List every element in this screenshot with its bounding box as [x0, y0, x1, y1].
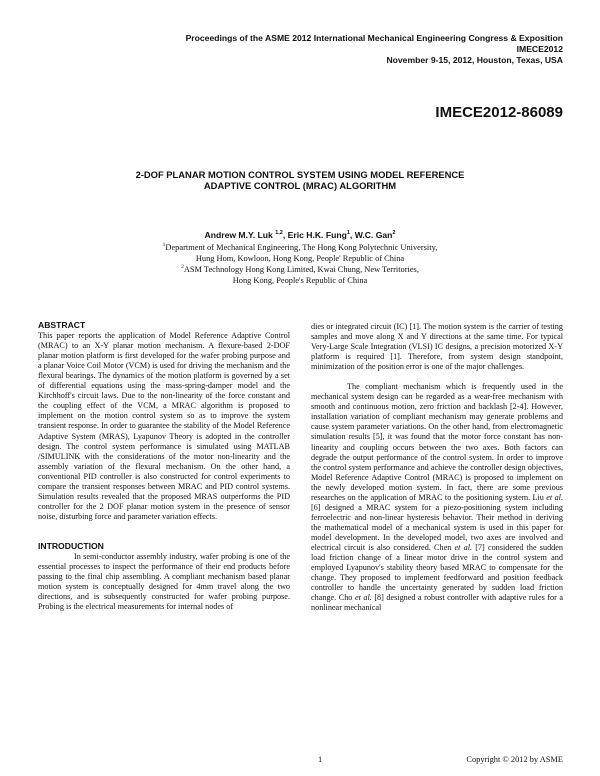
- conference-name: Proceedings of the ASME 2012 International Mechanical Engineering Congress & Exposition: [185, 33, 563, 43]
- affiliation-1-line-1: [60, 242, 540, 253]
- intro-p2-part-d: [8] designed a robust controller with adaptive rules for a nonlinear mechanical: [311, 593, 564, 613]
- copyright-notice: Copyright © 2012 by ASME: [466, 755, 563, 764]
- affiliation-1-marker: 1: [162, 242, 166, 249]
- paper-title: [60, 169, 540, 192]
- conference-code: IMECE2012: [516, 44, 563, 55]
- affiliation-2-marker: 2: [181, 264, 184, 271]
- author-2-affil: 1: [346, 230, 350, 237]
- intro-p2-part-a: The compliant mechanism which is frequently used in the mechanical system design can be regarded as a wear-free mechanism with smooth and continuous motion, zero friction and backlash [2-4]. However, installation variation of compliant mechanism may generate problems and cause system parameter variations. On the other hand, from electromagnetic simulation results [5], it was found that the motor force constant has non-linearity and coupling occurs between the two axes. Both factors can degrade the output performance of the control system. In order to improve the control system performance and achieve the controller design objectives, Model Reference Adaptive Control (MRAC) is proposed to implement on the newly developed motion system. In fact, there are some previous researches on the application of MRAC to the positioning system. Liu: [311, 382, 563, 502]
- left-column: [38, 320, 290, 612]
- right-column: [311, 322, 563, 613]
- author-1-affil: 1,2: [275, 230, 283, 237]
- author-3-affil: 2: [392, 230, 396, 237]
- intro-paragraph-1-continued: dies or integrated circuit (IC) [1]. The motion system is the carrier of testing samples and move along X and Y directions at the same time. For typical Very-Large Scale Integration (VLSI) IC designs, a precision motorized X-Y platform is required [1]. Therefore, from system design standpoint, minimization of the position error is one of the major challenges.: [311, 322, 563, 372]
- abstract-text: This paper reports the application of Model Reference Adaptive Control (MRAC) to an X-Y planar motion mechanism. A flexure-based 2-DOF planar motion platform is first developed for the wafer probing purpose and a planar Voice Coil Motor (VCM) is used for driving the mechanism and the flexural bearings. The dynamics of the motion platform is governed by a set of differential equations using the mass-spring-damper model and the Kirchhoff's circuit laws. Due to the non-linearity of the force constant and the coupling effect of the VCM, a MRAC algorithm is proposed to implement on the motion control system so as to improve the system transient response. In order to guarantee the stability of the Model Reference Adaptive System (MRAS), Lyapunov Theory is adopted in the controller design. The control system performance is simulated using MATLAB /SIMULINK with the considerations of the motor non-linearity and the assembly variation of the flexural mechanism. On the other hand, a conventional PID controller is also constructed for control experiments to compare the transient responses between MRAC and PID control systems. Simulation results revealed that the proposed MRAS outperforms the PID controller for the 2 DOF planar motion system in the presence of sensor noise, disturbing force and parameter variation effects.: [38, 331, 290, 521]
- abstract-heading: ABSTRACT: [38, 320, 86, 330]
- paper-id: IMECE2012-86089: [435, 104, 563, 121]
- affiliations: [60, 242, 540, 286]
- title-line-1: 2-DOF PLANAR MOTION CONTROL SYSTEM USING MODEL REFERENCE: [135, 169, 465, 180]
- introduction-heading: INTRODUCTION: [38, 540, 104, 551]
- affiliation-2-text: ASM Technology Hong Kong Limited, Kwai Chung, New Territories,: [183, 265, 419, 274]
- et-al-1: et al.: [546, 492, 563, 502]
- author-1: Andrew M.Y. Luk: [204, 230, 273, 240]
- author-list: Andrew M.Y. Luk $^{1,2}$, Eric H.K. Fung$^1$, W.C. Gan$^2$: [204, 230, 396, 240]
- intro-p2-part-b: [6] designed a MRAC system for a piezo-positioning system including ferroelectric and non-linear hysteresis behavior. Their method in deriving the mathematical model of a mechanical system is used in this paper for model development. In the developed model, two axes are involved and electrical circuit is also considered. Chen: [311, 502, 563, 552]
- affiliation-2-line-2: Hong Kong, People's Republic of China: [232, 276, 368, 285]
- affiliation-2-line-1: [60, 264, 540, 275]
- author-2: Eric H.K. Fung: [287, 230, 347, 240]
- title-line-2: ADAPTIVE CONTROL (MRAC) ALGORITHM: [203, 180, 397, 192]
- page-number: 1: [318, 755, 323, 764]
- intro-paragraph-2: [311, 382, 563, 613]
- et-al-3: et al.: [354, 593, 372, 603]
- author-3: W.C. Gan: [354, 230, 393, 240]
- proceedings-header: [123, 33, 563, 67]
- et-al-2: et al.: [454, 542, 473, 552]
- intro-p2-part-c: [7] considered the sudden load friction change of a linear motor drive in the control system and employed Lyapunov's stability theory based MRAC to compensate for the change. They proposed to implement feedforward and position feedback controller to handle the uncertainty generated by sudden load friction change. Cho: [311, 542, 563, 603]
- intro-paragraph-1: In semi-conductor assembly industry, wafer probing is one of the essential processes to inspect the performance of their end products before passing to the final chip assembling. A compliant mechanism based planar motion system is conceptually designed for 4mm travel along the two directions, and is subsequently constructed for wafer probing purpose. Probing is the electrical measurements for internal nodes of: [38, 551, 290, 612]
- affiliation-1-text: Department of Mechanical Engineering, The Hong Kong Polytechnic University,: [165, 243, 438, 252]
- affiliation-1-line-2: Hung Hom, Kowloon, Hong Kong, People' Republic of China: [195, 254, 405, 263]
- conference-dates: November 9-15, 2012, Houston, Texas, USA: [386, 55, 563, 66]
